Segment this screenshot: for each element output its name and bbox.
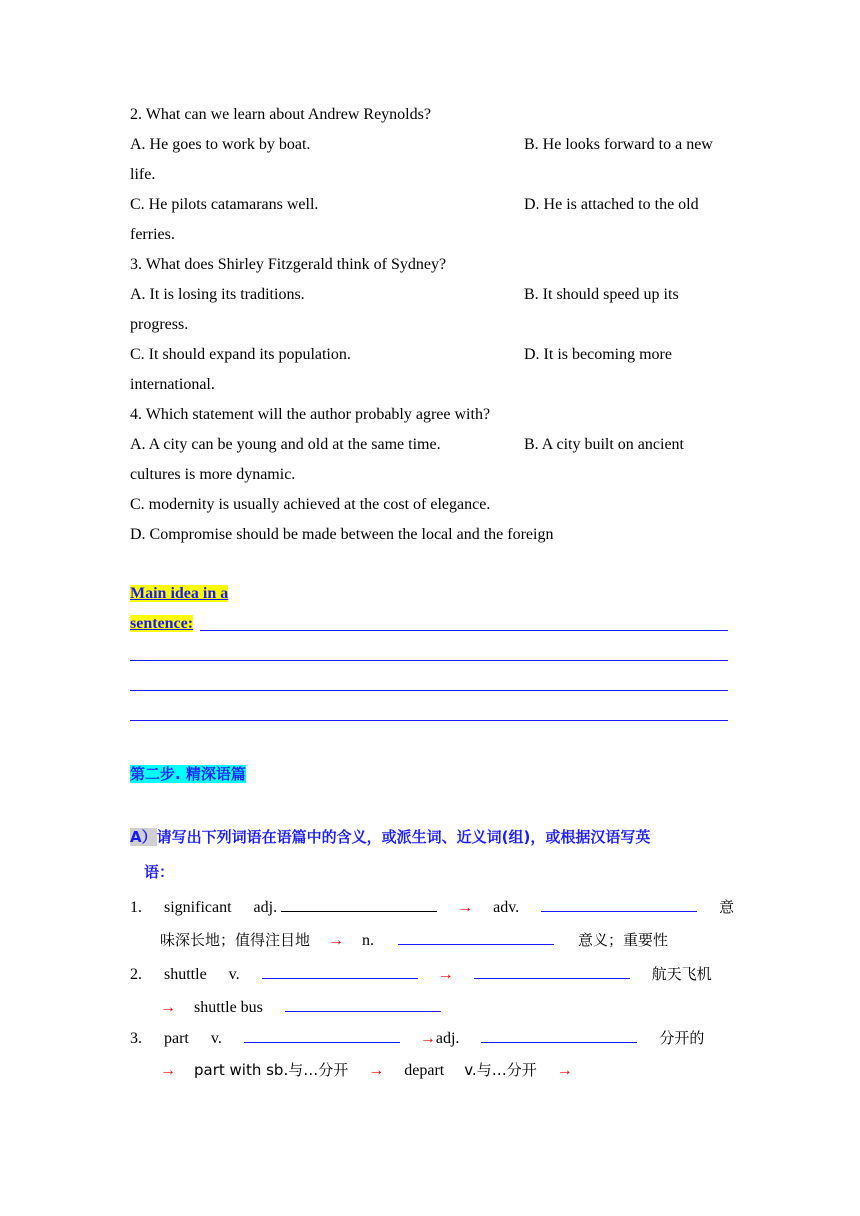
arrow-icon: →: [328, 932, 345, 949]
arrow-icon: →: [457, 899, 474, 916]
vocab-item-3-number: 3.: [130, 1030, 142, 1047]
question-4-option-c: C. modernity is usually achieved at the cost of elegance.: [130, 496, 491, 513]
vocab-item-2-blank-2[interactable]: [474, 962, 630, 979]
question-2-option-c: C. He pilots catamarans well.: [130, 196, 319, 213]
question-4-option-b: B. A city built on ancient: [524, 436, 684, 453]
arrow-icon: →: [368, 1062, 385, 1079]
question-3-option-c: C. It should expand its population.: [130, 346, 351, 363]
arrow-icon: →: [556, 1062, 573, 1079]
question-3-option-d-continued: international.: [130, 376, 215, 393]
vocab-item-3-gloss: 分开的: [659, 1029, 705, 1047]
arrow-icon: →: [160, 1062, 176, 1079]
question-2-option-b: B. He looks forward to a new: [524, 136, 713, 153]
vocab-item-2-blank-3[interactable]: [285, 995, 441, 1012]
section-a-marker: A）: [130, 828, 157, 846]
vocab-item-1-gloss-3: 意义；重要性: [578, 931, 669, 949]
vocab-item-1-gloss-2-part2: 味深长地；值得注目地: [160, 931, 311, 949]
section-a-instruction-line2: 语：: [144, 863, 175, 881]
vocab-item-1-blank-2[interactable]: [541, 895, 697, 912]
question-4-option-d: D. Compromise should be made between the local and the foreign: [130, 526, 554, 543]
question-2-option-d-continued: ferries.: [130, 226, 175, 243]
question-4-option-a: A. A city can be young and old at the same time.: [130, 436, 441, 453]
vocab-item-1-word: significant: [164, 899, 232, 916]
arrow-icon: →: [419, 1030, 436, 1047]
question-4-stem: 4. Which statement will the author probably agree with?: [130, 406, 491, 423]
vocab-item-3-blank-2[interactable]: [481, 1026, 637, 1043]
question-2-option-a: A. He goes to work by boat.: [130, 136, 311, 153]
question-3-stem: 3. What does Shirley Fitzgerald think of Sydney?: [130, 256, 447, 273]
vocab-item-2-line1: [130, 962, 712, 985]
vocab-item-2-blank-1[interactable]: [262, 962, 418, 979]
main-idea-label-text-1: Main idea in a: [130, 585, 229, 602]
question-3-option-a: A. It is losing its traditions.: [130, 286, 305, 303]
vocab-item-2-word: shuttle: [164, 966, 207, 983]
question-4-option-b-continued: cultures is more dynamic.: [130, 466, 296, 483]
vocab-item-1-number: 1.: [130, 899, 142, 916]
vocab-item-2-number: 2.: [130, 966, 142, 983]
section-a-instruction-text-1: 请写出下列词语在语篇中的含义，或派生词、近义词(组)，或根据汉语写英: [156, 828, 651, 846]
main-idea-answer-line-2[interactable]: [130, 660, 728, 661]
vocab-item-3-word2: depart: [404, 1062, 445, 1079]
question-3-option-d: D. It is becoming more: [524, 346, 672, 363]
vocab-item-1-pos-n: n.: [362, 932, 375, 949]
question-2-stem: 2. What can we learn about Andrew Reynolds?: [130, 106, 431, 123]
vocab-item-3-phrase: part with sb.与…分开: [194, 1061, 349, 1079]
vocab-item-2-pos-v: v.: [228, 966, 240, 983]
vocab-item-3-pos-v: v.: [210, 1030, 222, 1047]
vocab-item-1-gloss-2-part1: 意: [719, 898, 735, 916]
vocab-item-3-word: part: [164, 1030, 189, 1047]
vocab-item-3-line2: [160, 1060, 573, 1081]
vocab-item-1-pos-adj: adj.: [253, 899, 278, 916]
vocab-item-1-blank-1[interactable]: [281, 895, 437, 912]
main-idea-label-text-2: sentence:: [130, 615, 194, 632]
main-idea-answer-line-3[interactable]: [130, 690, 728, 691]
vocab-item-2-phrase: shuttle bus: [194, 999, 263, 1016]
vocab-item-3-blank-1[interactable]: [244, 1026, 400, 1043]
main-idea-answer-line-1[interactable]: [200, 630, 728, 631]
vocab-item-1-pos-adv: adv.: [493, 899, 520, 916]
vocab-item-1-blank-3[interactable]: [398, 928, 554, 945]
question-2-option-b-continued: life.: [130, 166, 156, 183]
section-a-instruction-line1: [130, 827, 650, 847]
question-3-option-b: B. It should speed up its: [524, 286, 679, 303]
vocab-item-3-word2-gloss: v.与…分开: [464, 1061, 537, 1079]
question-3-option-b-continued: progress.: [130, 316, 189, 333]
main-idea-label-line2: [130, 614, 193, 634]
vocab-item-3-line1: [130, 1026, 704, 1049]
vocab-item-1-line1: [130, 895, 734, 918]
main-idea-label-line1: [130, 584, 228, 604]
vocab-item-2-line2: [160, 995, 441, 1018]
arrow-icon: →: [160, 999, 176, 1016]
vocab-item-1-line2: [160, 928, 668, 951]
main-idea-answer-line-4[interactable]: [130, 720, 728, 721]
question-2-option-d: D. He is attached to the old: [524, 196, 699, 213]
step2-title: 第二步. 精深语篇: [130, 765, 246, 783]
arrow-icon: →: [437, 966, 454, 983]
step2-heading: [130, 764, 246, 784]
vocab-item-2-gloss: 航天飞机: [651, 965, 712, 983]
vocab-item-3-pos-adj: adj.: [435, 1030, 460, 1047]
